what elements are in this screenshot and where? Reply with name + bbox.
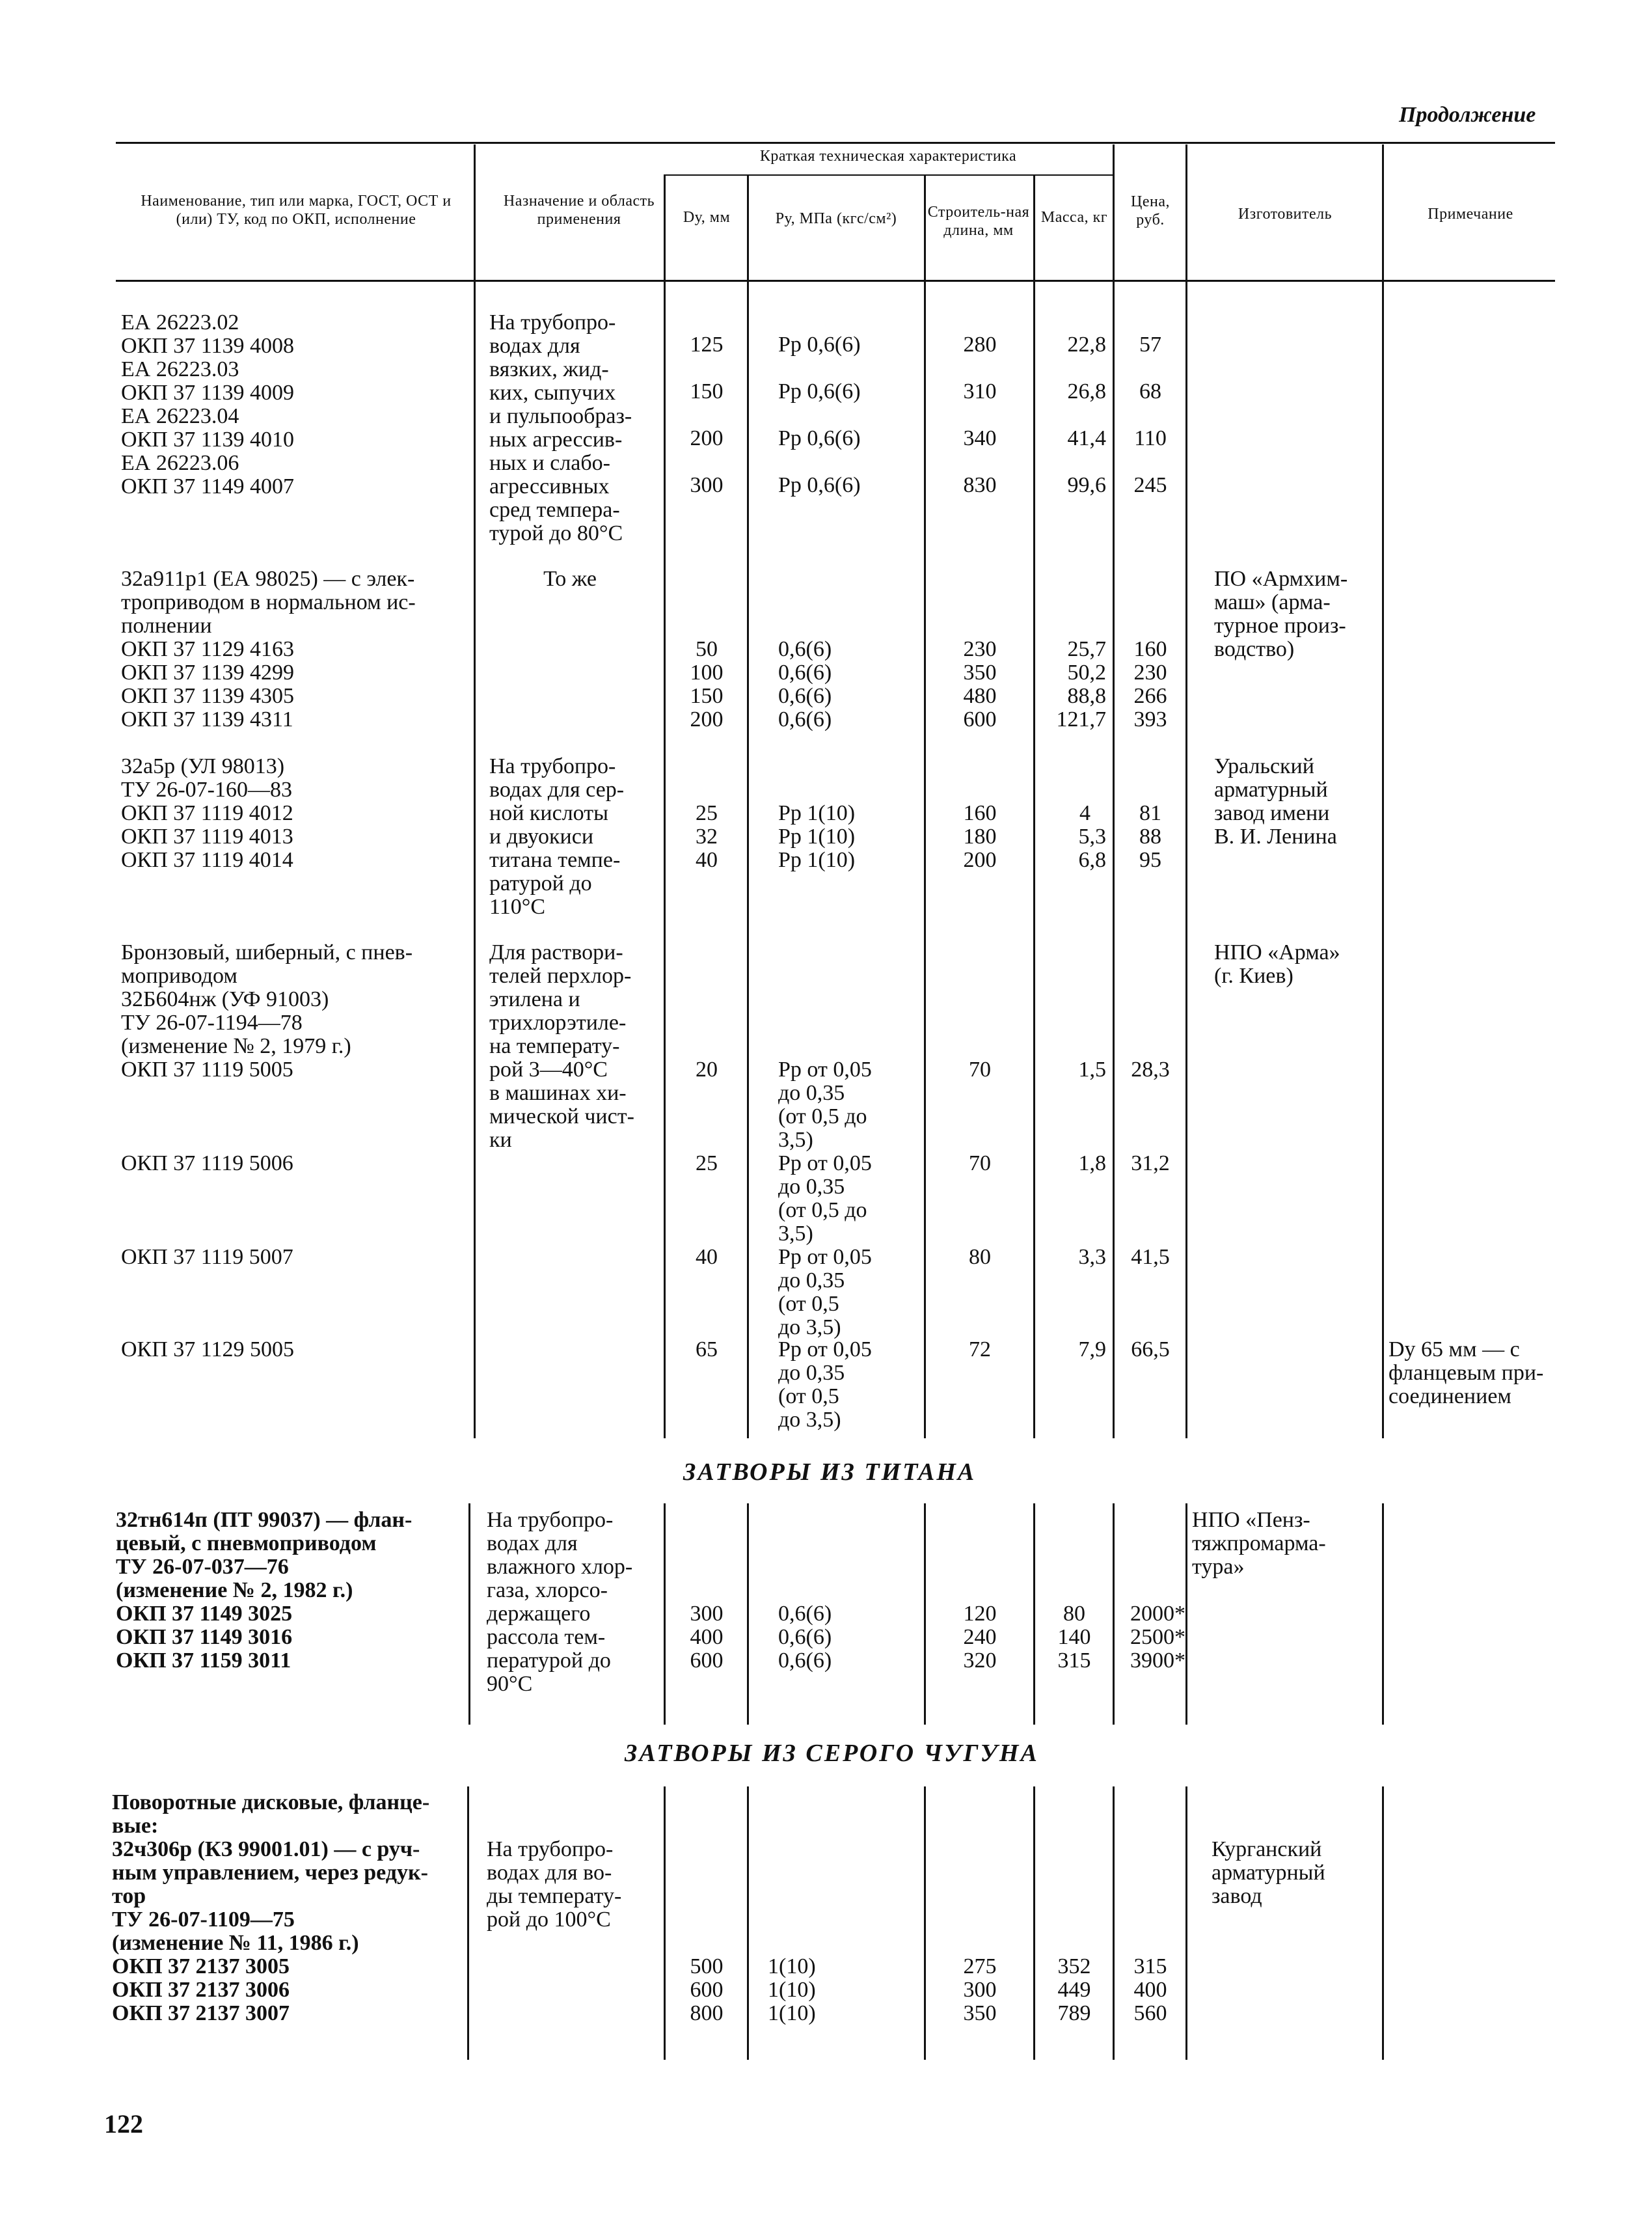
block5-row0-mass: 80 xyxy=(1063,1602,1085,1626)
block2-row0-dy: 50 xyxy=(696,637,718,661)
block5-row2-price: 3900* xyxy=(1130,1648,1185,1673)
block2-row3-py: 0,6(6) xyxy=(778,707,832,732)
body-sep-1a xyxy=(474,280,476,1438)
block1-purpose-3: ких, сыпучих xyxy=(489,381,616,405)
block2-row0-py: 0,6(6) xyxy=(778,637,832,661)
block4-row3-py-2: (от 0,5 xyxy=(778,1384,839,1408)
block4-purpose-5: рой 3—40°С xyxy=(489,1058,608,1082)
block3-row2-length: 200 xyxy=(963,848,997,872)
block1-row3-length: 830 xyxy=(963,473,997,497)
block2-row2-price: 266 xyxy=(1133,684,1167,708)
block6-maker-2: завод xyxy=(1212,1884,1262,1908)
block1-purpose-4: и пульпообраз- xyxy=(489,404,632,428)
block5-purpose-0: На трубопро- xyxy=(487,1508,614,1532)
block6-row2-dy: 800 xyxy=(690,2001,724,2025)
block6-purpose-2: ды температу- xyxy=(487,1884,622,1908)
block6-name-6: (изменение № 11, 1986 г.) xyxy=(112,1931,359,1955)
block2-name-3: ОКП 37 1129 4163 xyxy=(121,637,295,661)
block3-purpose-2: ной кислоты xyxy=(489,801,608,825)
block5-name-2: ТУ 26-07-037—76 xyxy=(116,1555,289,1579)
block5-name-5: ОКП 37 1149 3016 xyxy=(116,1625,293,1649)
block1-name-3: ОКП 37 1139 4009 xyxy=(121,381,295,405)
block5-row0-dy: 300 xyxy=(690,1602,724,1626)
header-mass-text: Масса, кг xyxy=(1040,209,1108,226)
block5-name-6: ОКП 37 1159 3011 xyxy=(116,1648,291,1673)
block4-row2-py-3: до 3,5) xyxy=(778,1315,841,1339)
block4-row1-py-1: до 0,35 xyxy=(778,1175,845,1199)
block1-name-2: ЕА 26223.03 xyxy=(121,357,239,381)
block4-row3-length: 72 xyxy=(969,1337,991,1361)
block1-row3-price: 245 xyxy=(1133,473,1167,497)
block2-row0-mass: 25,7 xyxy=(1067,637,1106,661)
block3-row0-mass: 4 xyxy=(1079,801,1090,825)
block2-row1-mass: 50,2 xyxy=(1067,661,1106,685)
block6-row2-length: 350 xyxy=(963,2001,997,2025)
block6-row1-mass: 449 xyxy=(1057,1978,1091,2002)
body-sep-7b xyxy=(1185,1503,1187,1725)
header-top-rule xyxy=(116,142,1555,144)
block4-name-5: ОКП 37 1119 5005 xyxy=(121,1058,293,1082)
block1-row1-mass: 26,8 xyxy=(1067,379,1106,403)
block2-name-2: полнении xyxy=(121,614,212,638)
header-sep-5 xyxy=(1033,174,1035,280)
block2-maker-3: водство) xyxy=(1214,637,1295,661)
block2-name-4: ОКП 37 1139 4299 xyxy=(121,661,295,685)
block1-name-0: ЕА 26223.02 xyxy=(121,310,239,335)
block2-row1-length: 350 xyxy=(963,661,997,685)
block3-row0-dy: 25 xyxy=(696,801,718,825)
block1-name-1: ОКП 37 1139 4008 xyxy=(121,334,295,358)
block5-row2-length: 320 xyxy=(963,1648,997,1673)
block1-name-6: ЕА 26223.06 xyxy=(121,451,239,475)
block6-maker-0: Курганский xyxy=(1212,1837,1322,1861)
block2-row2-py: 0,6(6) xyxy=(778,684,832,708)
block4-row0-py-2: (от 0,5 до xyxy=(778,1104,867,1128)
header-dy-text: Dу, мм xyxy=(683,209,731,226)
body-sep-4b xyxy=(924,1503,926,1725)
block2-name-5: ОКП 37 1139 4305 xyxy=(121,684,295,708)
block5-row2-mass: 315 xyxy=(1057,1648,1091,1673)
block3-purpose-1: водах для сер- xyxy=(489,778,625,802)
block5-name-1: цевый, с пневмоприводом xyxy=(116,1531,377,1555)
block4-row2-py-2: (от 0,5 xyxy=(778,1292,839,1316)
block4-row0-dy: 20 xyxy=(696,1058,718,1082)
block5-row1-py: 0,6(6) xyxy=(778,1625,832,1649)
body-sep-6b xyxy=(1113,1503,1115,1725)
block4-purpose-4: на температу- xyxy=(489,1034,620,1058)
block2-row0-price: 160 xyxy=(1133,637,1167,661)
header-sep-8 xyxy=(1382,144,1384,280)
block3-row1-price: 88 xyxy=(1139,825,1161,849)
block3-row1-length: 180 xyxy=(963,825,997,849)
block4-row3-dy: 65 xyxy=(696,1337,718,1361)
block4-row0-price: 28,3 xyxy=(1131,1058,1170,1082)
block2-row2-mass: 88,8 xyxy=(1067,684,1106,708)
header-price xyxy=(1115,193,1185,229)
block3-maker-3: В. И. Ленина xyxy=(1214,825,1337,849)
header-purpose xyxy=(501,192,657,228)
block4-row2-mass: 3,3 xyxy=(1078,1245,1106,1269)
block6-name-4: тор xyxy=(112,1884,146,1908)
header-name xyxy=(124,192,468,228)
block2-name-1: троприводом в нормальном ис- xyxy=(121,590,416,614)
block2-row3-price: 393 xyxy=(1133,707,1167,732)
body-sep-8b xyxy=(1382,1503,1384,1725)
block2-name-0: 32а911р1 (ЕА 98025) — с элек- xyxy=(121,567,415,591)
block4-row1-name: ОКП 37 1119 5006 xyxy=(121,1151,293,1175)
block1-row1-price: 68 xyxy=(1139,379,1161,403)
header-dy xyxy=(666,208,747,226)
header-py-text: Pу, МПа (кгс/см²) xyxy=(775,210,897,227)
block2-row1-py: 0,6(6) xyxy=(778,661,832,685)
block4-row2-py-1: до 0,35 xyxy=(778,1268,845,1292)
header-sep-6 xyxy=(1113,144,1115,280)
block5-purpose-7: 90°С xyxy=(487,1672,533,1696)
block1-purpose-9: турой до 80°С xyxy=(489,521,623,545)
body-sep-2b xyxy=(664,1503,666,1725)
block2-row0-length: 230 xyxy=(963,637,997,661)
block4-name-4: (изменение № 2, 1979 г.) xyxy=(121,1034,351,1058)
block4-purpose-2: этилена и xyxy=(489,987,580,1011)
block2-row3-mass: 121,7 xyxy=(1056,707,1106,732)
block4-row3-py-3: до 3,5) xyxy=(778,1408,841,1432)
body-sep-5a xyxy=(1033,280,1035,1438)
header-length xyxy=(924,203,1033,239)
block3-maker-0: Уральский xyxy=(1214,754,1314,778)
block3-row2-py: Pр 1(10) xyxy=(778,848,856,872)
header-sep-7 xyxy=(1185,144,1187,280)
block1-row1-length: 310 xyxy=(963,379,997,403)
block6-name-3: ным управлением, через редук- xyxy=(112,1861,428,1885)
block6-name-5: ТУ 26-07-1109—75 xyxy=(112,1908,295,1932)
block4-row0-mass: 1,5 xyxy=(1078,1058,1106,1082)
body-sep-1b xyxy=(468,1503,470,1725)
header-sep-2 xyxy=(664,174,666,280)
header-group: Краткая техническая характеристика xyxy=(759,148,1017,165)
block4-purpose-6: в машинах хи- xyxy=(489,1081,627,1105)
block3-maker-2: завод имени xyxy=(1214,801,1330,825)
block3-purpose-0: На трубопро- xyxy=(489,754,616,778)
body-sep-5b xyxy=(1033,1503,1035,1725)
block3-name-3: ОКП 37 1119 4013 xyxy=(121,825,293,849)
block5-maker-2: тура» xyxy=(1192,1555,1245,1579)
block4-row3-py-1: до 0,35 xyxy=(778,1361,845,1385)
block1-purpose-7: агрессивных xyxy=(489,474,610,499)
body-sep-4c xyxy=(924,1786,926,2060)
block4-purpose-8: ки xyxy=(489,1128,512,1152)
block1-row0-mass: 22,8 xyxy=(1067,333,1106,357)
block3-row1-mass: 5,3 xyxy=(1078,825,1106,849)
block6-name-9: ОКП 37 2137 3007 xyxy=(112,2001,290,2025)
section-titanium-title: ЗАТВОРЫ ИЗ ТИТАНА xyxy=(683,1458,977,1486)
block4-row1-price: 31,2 xyxy=(1131,1151,1170,1175)
block4-row1-py-3: 3,5) xyxy=(778,1222,813,1246)
block6-row1-length: 300 xyxy=(963,1978,997,2002)
block1-row1-dy: 150 xyxy=(690,379,724,403)
block4-row2-py-0: Pр от 0,05 xyxy=(778,1245,872,1269)
block2-row2-dy: 150 xyxy=(690,684,724,708)
block1-purpose-2: вязких, жид- xyxy=(489,357,609,381)
block5-row1-mass: 140 xyxy=(1057,1625,1091,1649)
block1-row3-dy: 300 xyxy=(690,473,724,497)
block4-row0-length: 70 xyxy=(969,1058,991,1082)
block5-row1-length: 240 xyxy=(963,1625,997,1649)
block4-row1-length: 70 xyxy=(969,1151,991,1175)
block2-maker-0: ПО «Армхим- xyxy=(1214,567,1348,591)
body-sep-4a xyxy=(924,280,926,1438)
block6-row0-price: 315 xyxy=(1133,1954,1167,1978)
block2-row3-length: 600 xyxy=(963,707,997,732)
block3-name-1: ТУ 26-07-160—83 xyxy=(121,778,292,802)
body-sep-3c xyxy=(747,1786,749,2060)
block2-maker-1: маш» (арма- xyxy=(1214,590,1331,614)
block3-row2-mass: 6,8 xyxy=(1078,848,1106,872)
block6-row0-py: 1(10) xyxy=(768,1954,816,1978)
block4-row1-mass: 1,8 xyxy=(1078,1151,1106,1175)
block4-row1-dy: 25 xyxy=(696,1151,718,1175)
block5-purpose-1: водах для xyxy=(487,1531,578,1555)
block1-row2-py: Pр 0,6(6) xyxy=(778,426,861,450)
block4-maker-1: (г. Киев) xyxy=(1214,964,1293,988)
block1-row2-dy: 200 xyxy=(690,426,724,450)
body-sep-5c xyxy=(1033,1786,1035,2060)
block3-row2-price: 95 xyxy=(1139,848,1161,872)
page-number: 122 xyxy=(104,2109,143,2139)
group-underline xyxy=(664,174,1113,176)
body-sep-8a xyxy=(1382,280,1384,1438)
block4-purpose-1: телей перхлор- xyxy=(489,964,632,988)
block3-maker-1: арматурный xyxy=(1214,778,1328,802)
block3-row1-py: Pр 1(10) xyxy=(778,825,856,849)
block5-purpose-2: влажного хлор- xyxy=(487,1555,633,1579)
block3-purpose-4: титана темпе- xyxy=(489,848,621,872)
block6-row2-price: 560 xyxy=(1133,2001,1167,2025)
block1-purpose-8: сред темпера- xyxy=(489,498,620,522)
block1-row2-mass: 41,4 xyxy=(1067,426,1106,450)
header-price-text: Цена, руб. xyxy=(1131,193,1170,228)
block2-name-6: ОКП 37 1139 4311 xyxy=(121,707,293,732)
block6-row0-length: 275 xyxy=(963,1954,997,1978)
body-sep-2a xyxy=(664,280,666,1438)
block6-purpose-3: рой до 100°С xyxy=(487,1908,611,1932)
block4-row3-name: ОКП 37 1129 5005 xyxy=(121,1337,295,1361)
body-sep-1c xyxy=(467,1786,469,2060)
block6-row2-mass: 789 xyxy=(1057,2001,1091,2025)
block6-name-7: ОКП 37 2137 3005 xyxy=(112,1954,290,1978)
block5-purpose-4: держащего xyxy=(487,1602,591,1626)
header-sep-1 xyxy=(474,144,476,280)
block4-row0-py-0: Pр от 0,05 xyxy=(778,1058,872,1082)
block5-row0-length: 120 xyxy=(963,1602,997,1626)
block6-name-2: 32ч306р (КЗ 99001.01) — с руч- xyxy=(112,1837,420,1861)
body-sep-7c xyxy=(1185,1786,1187,2060)
block1-row3-py: Pр 0,6(6) xyxy=(778,473,861,497)
block4-name-2: 32Б604нж (УФ 91003) xyxy=(121,987,329,1011)
block6-purpose-1: водах для во- xyxy=(487,1861,612,1885)
block6-purpose-0: На трубопро- xyxy=(487,1837,614,1861)
header-note: Примечание xyxy=(1428,206,1513,223)
body-sep-8c xyxy=(1382,1786,1384,2060)
block5-row2-dy: 600 xyxy=(690,1648,724,1673)
block4-row2-length: 80 xyxy=(969,1245,991,1269)
block2-row1-dy: 100 xyxy=(690,661,724,685)
block2-row2-length: 480 xyxy=(963,684,997,708)
body-sep-7a xyxy=(1185,280,1187,1438)
block1-name-5: ОКП 37 1139 4010 xyxy=(121,428,295,452)
header-mass xyxy=(1036,208,1113,226)
block4-row3-price: 66,5 xyxy=(1131,1337,1170,1361)
block4-maker-0: НПО «Арма» xyxy=(1214,940,1340,964)
block6-name-1: вые: xyxy=(112,1814,159,1838)
block5-row1-price: 2500* xyxy=(1130,1625,1185,1649)
block6-maker-1: арматурный xyxy=(1212,1861,1325,1885)
block1-row0-py: Pр 0,6(6) xyxy=(778,333,861,357)
block3-row0-length: 160 xyxy=(963,801,997,825)
block2-row3-dy: 200 xyxy=(690,707,724,732)
body-sep-6a xyxy=(1113,280,1115,1438)
block6-row1-dy: 600 xyxy=(690,1978,724,2002)
block4-purpose-3: трихлорэтиле- xyxy=(489,1011,627,1035)
block1-name-7: ОКП 37 1149 4007 xyxy=(121,474,295,499)
block3-name-4: ОКП 37 1119 4014 xyxy=(121,848,293,872)
block4-name-0: Бронзовый, шиберный, с пнев- xyxy=(121,940,413,964)
block4-row1-py-0: Pр от 0,05 xyxy=(778,1151,872,1175)
block5-name-4: ОКП 37 1149 3025 xyxy=(116,1602,293,1626)
block4-purpose-0: Для раствори- xyxy=(489,940,623,964)
section-cast-iron-title: ЗАТВОРЫ ИЗ СЕРОГО ЧУГУНА xyxy=(625,1740,1039,1767)
header-length-text: Строитель-ная длина, мм xyxy=(927,204,1030,239)
block5-row1-dy: 400 xyxy=(690,1625,724,1649)
block6-row0-mass: 352 xyxy=(1057,1954,1091,1978)
block6-row0-dy: 500 xyxy=(690,1954,724,1978)
block4-note-0: Dу 65 мм — с xyxy=(1388,1337,1520,1361)
block4-purpose-7: мической чист- xyxy=(489,1104,634,1128)
block3-row0-py: Pр 1(10) xyxy=(778,801,856,825)
block4-name-3: ТУ 26-07-1194—78 xyxy=(121,1011,303,1035)
block1-purpose-6: ных и слабо- xyxy=(489,451,611,475)
block5-name-0: 32тн614п (ПТ 99037) — флан- xyxy=(116,1508,413,1532)
block4-name-1: моприводом xyxy=(121,964,237,988)
block1-row1-py: Pр 0,6(6) xyxy=(778,379,861,403)
header-maker: Изготовитель xyxy=(1238,206,1333,223)
block5-row0-price: 2000* xyxy=(1130,1602,1185,1626)
block2-row1-price: 230 xyxy=(1133,661,1167,685)
block4-row0-py-1: до 0,35 xyxy=(778,1081,845,1105)
block1-row2-price: 110 xyxy=(1134,426,1167,450)
block3-row0-price: 81 xyxy=(1139,801,1161,825)
block3-purpose-5: ратурой до xyxy=(489,871,592,896)
header-purpose-text: Назначение и область применения xyxy=(503,193,655,228)
block5-purpose-6: пературой до xyxy=(487,1648,611,1673)
block1-row0-dy: 125 xyxy=(690,333,724,357)
block6-row1-py: 1(10) xyxy=(768,1978,816,2002)
header-sep-3 xyxy=(747,174,749,280)
body-sep-3a xyxy=(747,280,749,1438)
block4-row0-py-3: 3,5) xyxy=(778,1128,813,1152)
block4-row3-py-0: Pр от 0,05 xyxy=(778,1337,872,1361)
block6-name-0: Поворотные дисковые, фланце- xyxy=(112,1790,430,1814)
body-sep-3b xyxy=(747,1503,749,1725)
block5-purpose-3: газа, хлорсо- xyxy=(487,1578,608,1602)
block3-name-0: 32а5р (УЛ 98013) xyxy=(121,754,285,778)
header-name-text: Наименование, тип или марка, ГОСТ, ОСТ и (или) ТУ, код по ОКП, исполнение xyxy=(141,193,452,228)
block1-name-4: ЕА 26223.04 xyxy=(121,404,239,428)
block4-row2-price: 41,5 xyxy=(1131,1245,1170,1269)
header-py xyxy=(755,210,917,228)
block3-row1-dy: 32 xyxy=(696,825,718,849)
body-sep-2c xyxy=(664,1786,666,2060)
block6-name-8: ОКП 37 2137 3006 xyxy=(112,1978,290,2002)
body-sep-6c xyxy=(1113,1786,1115,2060)
block1-purpose-5: ных агрессив- xyxy=(489,428,623,452)
block1-row0-length: 280 xyxy=(963,333,997,357)
block4-note-1: фланцевым при- xyxy=(1388,1361,1544,1385)
block3-purpose-6: 110°С xyxy=(489,895,546,919)
block1-row3-mass: 99,6 xyxy=(1067,473,1106,497)
block5-purpose-5: рассола тем- xyxy=(487,1625,606,1649)
block1-row0-price: 57 xyxy=(1139,333,1161,357)
block5-row0-py: 0,6(6) xyxy=(778,1602,832,1626)
block5-name-3: (изменение № 2, 1982 г.) xyxy=(116,1578,353,1602)
block4-row2-dy: 40 xyxy=(696,1245,718,1269)
block1-row2-length: 340 xyxy=(963,426,997,450)
block1-purpose-0: На трубопро- xyxy=(489,310,616,335)
block2-maker-2: турное произ- xyxy=(1214,614,1346,638)
block2-purpose-0: То же xyxy=(543,567,597,591)
continuation-label: Продолжение xyxy=(1399,103,1536,127)
block3-name-2: ОКП 37 1119 4012 xyxy=(121,801,293,825)
block1-purpose-1: водах для xyxy=(489,334,580,358)
block3-purpose-3: и двуокиси xyxy=(489,825,594,849)
block5-maker-1: тяжпромарма- xyxy=(1192,1531,1326,1555)
block4-note-2: соединением xyxy=(1388,1384,1511,1408)
block5-row2-py: 0,6(6) xyxy=(778,1648,832,1673)
header-bottom-rule xyxy=(116,280,1555,282)
block4-row1-py-2: (от 0,5 до xyxy=(778,1198,867,1222)
block6-row1-price: 400 xyxy=(1133,1978,1167,2002)
block4-row2-name: ОКП 37 1119 5007 xyxy=(121,1245,293,1269)
block5-maker-0: НПО «Пенз- xyxy=(1192,1508,1310,1532)
block4-row3-mass: 7,9 xyxy=(1078,1337,1106,1361)
block6-row2-py: 1(10) xyxy=(768,2001,816,2025)
block3-row2-dy: 40 xyxy=(696,848,718,872)
